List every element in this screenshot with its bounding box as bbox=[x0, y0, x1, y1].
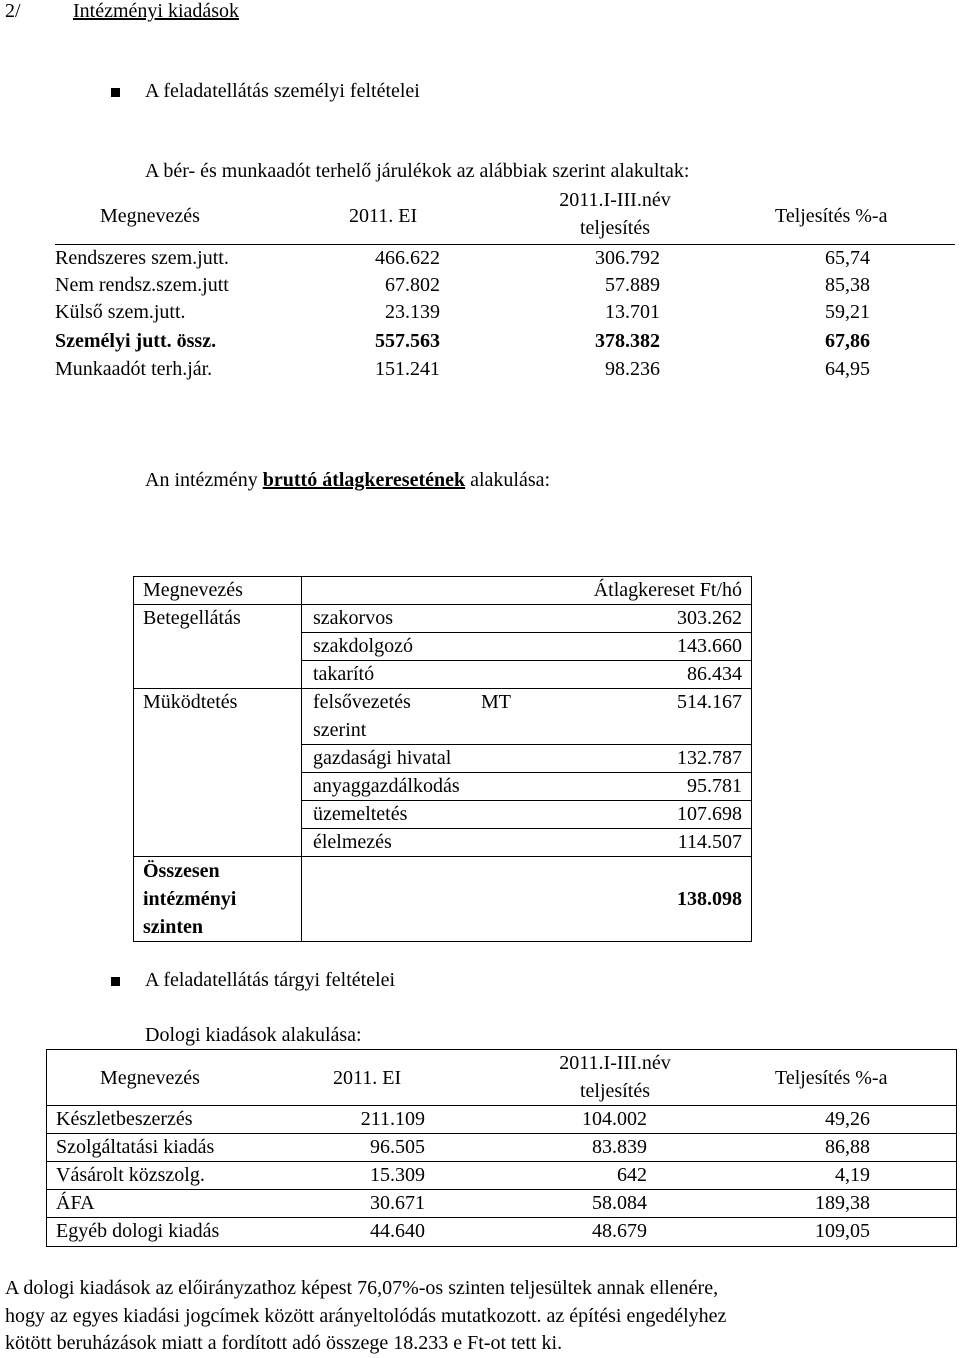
row-tel: 104.002 bbox=[582, 1108, 647, 1130]
row-ei: 466.622 bbox=[375, 247, 440, 269]
row-value: 114.507 bbox=[677, 831, 742, 853]
material-intro: Dologi kiadások alakulása: bbox=[145, 1024, 362, 1046]
row-ei: 30.671 bbox=[370, 1192, 425, 1214]
row-role: gazdasági hivatal bbox=[313, 747, 452, 769]
grid-line bbox=[133, 688, 752, 689]
row-name: Nem rendsz.szem.jutt bbox=[55, 274, 229, 296]
row-tel: 98.236 bbox=[605, 358, 660, 380]
col-header-tel-1: 2011.I-III.név bbox=[559, 1052, 671, 1074]
row-role: szakorvos bbox=[313, 607, 393, 629]
avg-salary-intro bbox=[145, 469, 550, 492]
row-tel: 378.382 bbox=[595, 330, 660, 352]
row-value: 514.167 bbox=[677, 691, 742, 713]
row-role: szakdolgozó bbox=[313, 635, 413, 657]
row-ei: 211.109 bbox=[360, 1108, 425, 1130]
row-value: 107.698 bbox=[677, 803, 742, 825]
row-value: 143.660 bbox=[677, 635, 742, 657]
grid-line bbox=[301, 632, 752, 633]
row-tel: 83.839 bbox=[592, 1136, 647, 1158]
subsection-title-personal: A feladatellátás személyi feltételei bbox=[145, 80, 420, 102]
col-header-ei: 2011. EI bbox=[349, 205, 418, 227]
grid-line bbox=[301, 828, 752, 829]
row-name: Készletbeszerzés bbox=[56, 1108, 193, 1130]
row-role: élelmezés bbox=[313, 831, 392, 853]
subsection-title-material: A feladatellátás tárgyi feltételei bbox=[145, 969, 396, 991]
closing-paragraph-line: A dologi kiadások az előirányzathoz képest 76,07%-os szinten teljesültek annak ellenére, bbox=[5, 1277, 719, 1299]
section-number: 2/ bbox=[5, 0, 21, 22]
grid-line bbox=[301, 744, 752, 745]
bullet-icon bbox=[111, 88, 120, 97]
row-ei: 96.505 bbox=[370, 1136, 425, 1158]
row-pct: 64,95 bbox=[825, 358, 870, 380]
col-header-pct: Teljesítés %-a bbox=[775, 205, 888, 227]
row-name: Külső szem.jutt. bbox=[55, 301, 186, 323]
grid-line bbox=[46, 1217, 957, 1218]
grid-line bbox=[46, 1161, 957, 1162]
group-osszesen: szinten bbox=[143, 916, 203, 938]
row-value: 303.262 bbox=[677, 607, 742, 629]
row-role: üzemeltetés bbox=[313, 803, 408, 825]
row-tel: 13.701 bbox=[605, 301, 660, 323]
row-name: Szolgáltatási kiadás bbox=[56, 1136, 215, 1158]
grid-line bbox=[46, 1049, 957, 1050]
col-header-tel-1: 2011.I-III.név bbox=[559, 189, 671, 211]
grid-line bbox=[751, 576, 752, 942]
row-tel: 642 bbox=[617, 1164, 647, 1186]
col-header-tel-2: teljesítés bbox=[580, 1080, 650, 1102]
row-name: Vásárolt közszolg. bbox=[56, 1164, 205, 1186]
row-value: 95.781 bbox=[687, 775, 742, 797]
row-pct: 65,74 bbox=[825, 247, 870, 269]
grid-line bbox=[46, 1049, 47, 1247]
intro-text: An intézmény bbox=[145, 469, 263, 491]
row-tel: 306.792 bbox=[595, 247, 660, 269]
section-title: Intézményi kiadások bbox=[73, 0, 240, 22]
grid-line bbox=[301, 660, 752, 661]
row-ei: 23.139 bbox=[385, 301, 440, 323]
row-role: takarító bbox=[313, 663, 375, 685]
group-osszesen: Összesen bbox=[143, 860, 220, 882]
row-role: anyaggazdálkodás bbox=[313, 775, 460, 797]
grid-line bbox=[46, 1105, 957, 1106]
row-name: Egyéb dologi kiadás bbox=[56, 1220, 220, 1242]
col-header-tel-2: teljesítés bbox=[580, 217, 650, 239]
row-pct: 189,38 bbox=[815, 1192, 870, 1214]
grid-line bbox=[133, 604, 752, 605]
col-header-name: Megnevezés bbox=[100, 205, 200, 227]
row-pct: 4,19 bbox=[835, 1164, 870, 1186]
intro-emphasis: bruttó átlagkeresetének bbox=[262, 469, 466, 491]
grid-line bbox=[133, 856, 752, 857]
row-ei: 67.802 bbox=[385, 274, 440, 296]
row-pct: 49,26 bbox=[825, 1108, 870, 1130]
grid-line bbox=[133, 576, 752, 577]
grid-line bbox=[46, 1133, 957, 1134]
group-betegellatas: Betegellátás bbox=[143, 607, 241, 629]
row-tel: 48.679 bbox=[592, 1220, 647, 1242]
row-value: 132.787 bbox=[677, 747, 742, 769]
grid-line bbox=[301, 576, 302, 942]
row-role: felsővezetés bbox=[313, 691, 411, 713]
contributions-intro: A bér- és munkaadót terhelő járulékok az alábbiak szerint alakultak: bbox=[145, 160, 690, 182]
row-pct: 67,86 bbox=[825, 330, 870, 352]
row-pct: 86,88 bbox=[825, 1136, 870, 1158]
closing-paragraph-line: hogy az egyes kiadási jogcímek között arányeltolódás mutatkozott. az építési engedélyhez bbox=[5, 1305, 727, 1327]
row-ei: 557.563 bbox=[375, 330, 440, 352]
row-ei: 15.309 bbox=[370, 1164, 425, 1186]
group-mukodtetes: Müködtetés bbox=[143, 691, 238, 713]
intro-text-end: alakulása: bbox=[465, 469, 551, 491]
grid-line bbox=[46, 1189, 957, 1190]
col-header-name: Megnevezés bbox=[143, 579, 243, 601]
row-role: szerint bbox=[313, 719, 367, 741]
row-name: Rendszeres szem.jutt. bbox=[55, 247, 229, 269]
col-header-name: Megnevezés bbox=[100, 1067, 200, 1089]
row-pct: 109,05 bbox=[815, 1220, 870, 1242]
col-header-ei: 2011. EI bbox=[333, 1067, 402, 1089]
grid-line bbox=[46, 1246, 957, 1247]
total-value: 138.098 bbox=[677, 888, 742, 910]
group-osszesen: intézményi bbox=[143, 888, 237, 910]
row-value: 86.434 bbox=[687, 663, 742, 685]
grid-line bbox=[956, 1049, 957, 1247]
row-name: Munkaadót terh.jár. bbox=[55, 358, 213, 380]
table-rule bbox=[55, 244, 955, 245]
col-header-value: Átlagkereset Ft/hó bbox=[593, 579, 742, 601]
grid-line bbox=[133, 576, 134, 942]
row-tel: 57.889 bbox=[605, 274, 660, 296]
closing-paragraph-line: kötött beruházások miatt a fordított adó összege 18.233 e Ft-ot tett ki. bbox=[5, 1332, 563, 1354]
bullet-icon bbox=[111, 977, 120, 986]
row-pct: 59,21 bbox=[825, 301, 870, 323]
col-header-pct: Teljesítés %-a bbox=[775, 1067, 888, 1089]
row-tel: 58.084 bbox=[592, 1192, 647, 1214]
row-pct: 85,38 bbox=[825, 274, 870, 296]
row-name: Személyi jutt. össz. bbox=[55, 330, 217, 352]
grid-line bbox=[301, 772, 752, 773]
grid-line bbox=[133, 941, 752, 942]
row-ei: 151.241 bbox=[375, 358, 440, 380]
grid-line bbox=[301, 800, 752, 801]
row-role: MT bbox=[481, 691, 511, 713]
row-ei: 44.640 bbox=[370, 1220, 425, 1242]
row-name: ÁFA bbox=[56, 1192, 95, 1214]
